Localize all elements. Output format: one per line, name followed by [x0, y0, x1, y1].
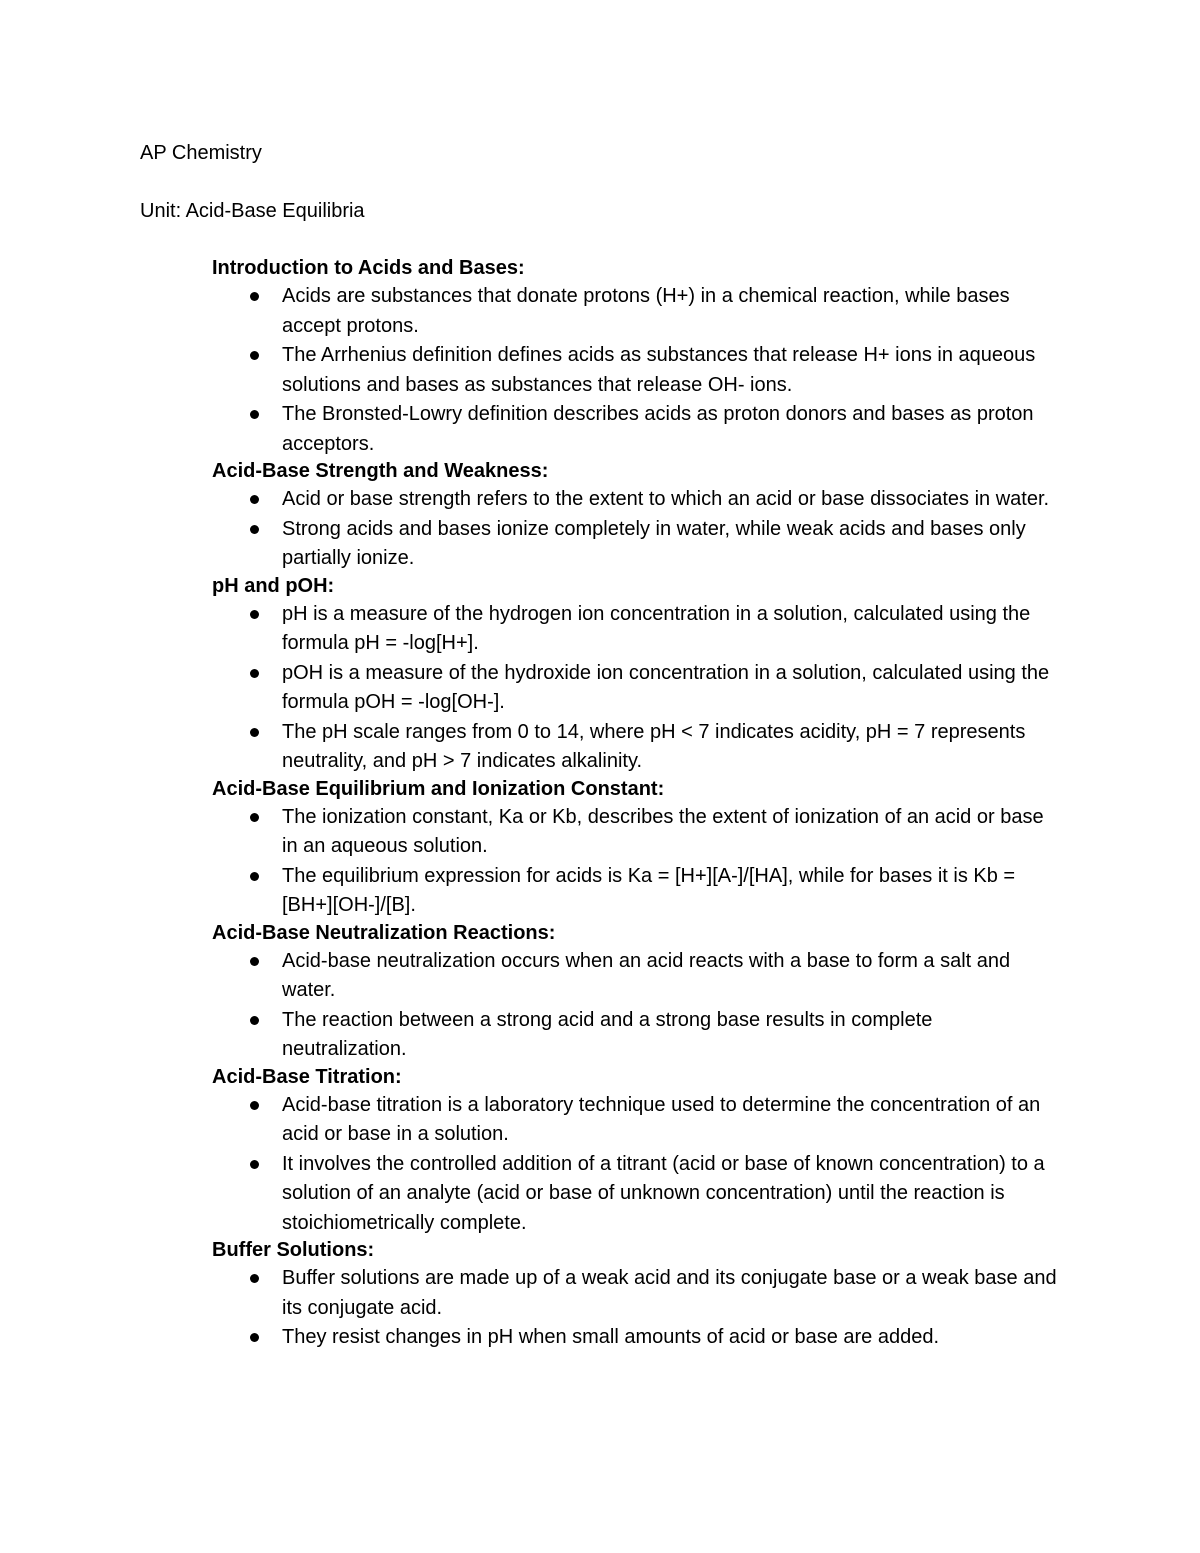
list-item [0, 485, 1072, 515]
section [212, 459, 1072, 574]
list-item [0, 515, 1072, 574]
bullet-icon [250, 1274, 259, 1283]
bullet-list [212, 485, 1072, 574]
section [212, 921, 1072, 1065]
list-item [0, 1264, 1072, 1323]
section-heading: pH and pOH: [212, 574, 335, 597]
list-item [0, 718, 1072, 777]
bullet-list [212, 282, 1072, 459]
list-item [0, 803, 1072, 862]
bullet-text: The ionization constant, Ka or Kb, describes the extent of ionization of an acid or base in an aqueous solution. [282, 805, 1044, 857]
section [212, 777, 1072, 921]
bullet-icon [250, 1333, 259, 1342]
list-item [0, 1091, 1072, 1150]
section-heading: Introduction to Acids and Bases: [212, 257, 525, 279]
bullet-icon [250, 292, 259, 301]
bullet-icon [250, 610, 259, 619]
bullet-text: pH is a measure of the hydrogen ion concentration in a solution, calculated using the formula pH = -log[H+]. [282, 602, 1031, 654]
bullet-text: Buffer solutions are made up of a weak acid and its conjugate base or a weak base and its conjugate acid. [282, 1267, 1057, 1319]
list-item [0, 1323, 1072, 1353]
bullet-icon [250, 728, 259, 737]
list-item [0, 862, 1072, 921]
notes-content [212, 256, 1072, 1353]
bullet-text: pOH is a measure of the hydroxide ion concentration in a solution, calculated using the formula pOH = -log[OH-]. [282, 661, 1050, 713]
bullet-icon [250, 813, 259, 822]
bullet-icon [250, 1016, 259, 1025]
list-item [0, 282, 1072, 341]
unit-title: Unit: Acid-Base Equilibria [140, 200, 365, 222]
bullet-icon [250, 351, 259, 360]
bullet-icon [250, 1160, 259, 1169]
bullet-list [212, 1264, 1072, 1353]
list-item [0, 341, 1072, 400]
bullet-list [212, 1091, 1072, 1239]
bullet-text: Acid or base strength refers to the extent to which an acid or base dissociates in water. [282, 488, 1050, 510]
list-item [0, 1150, 1072, 1239]
bullet-text: The pH scale ranges from 0 to 14, where pH < 7 indicates acidity, pH = 7 represents neutrality, and pH > 7 indicates alkalinity. [282, 720, 1026, 772]
section-heading: Acid-Base Strength and Weakness: [212, 460, 549, 482]
section-heading: Buffer Solutions: [212, 1239, 375, 1261]
bullet-list [212, 947, 1072, 1065]
bullet-text: Acids are substances that donate protons (H+) in a chemical reaction, while bases accept protons. [282, 285, 1010, 337]
section-heading: Acid-Base Neutralization Reactions: [212, 921, 556, 944]
bullet-list [212, 803, 1072, 921]
bullet-text: Strong acids and bases ionize completely in water, while weak acids and bases only partially ionize. [282, 517, 1026, 569]
bullet-icon [250, 495, 259, 504]
list-item [0, 947, 1072, 1006]
bullet-text: The equilibrium expression for acids is Ka = [H+][A-]/[HA], while for bases it is Kb = [BH+][OH-]/[B]. [282, 864, 1016, 916]
bullet-icon [250, 525, 259, 534]
section [212, 256, 1072, 459]
bullet-icon [250, 410, 259, 419]
bullet-icon [250, 872, 259, 881]
bullet-icon [250, 957, 259, 966]
list-item [0, 400, 1072, 459]
bullet-list [212, 600, 1072, 777]
list-item [0, 1006, 1072, 1065]
course-title: AP Chemistry [140, 142, 262, 164]
bullet-text: The Arrhenius definition defines acids as substances that release H+ ions in aqueous solutions and bases as substances that release OH- ions. [282, 344, 1036, 396]
section [212, 1065, 1072, 1239]
list-item [0, 659, 1072, 718]
section [212, 574, 1072, 777]
bullet-text: Acid-base neutralization occurs when an acid reacts with a base to form a salt and water. [282, 949, 1011, 1001]
bullet-icon [250, 669, 259, 678]
section-heading: Acid-Base Equilibrium and Ionization Constant: [212, 777, 665, 800]
bullet-text: Acid-base titration is a laboratory technique used to determine the concentration of an acid or base in a solution. [282, 1093, 1041, 1145]
list-item [0, 600, 1072, 659]
bullet-icon [250, 1101, 259, 1110]
section-heading: Acid-Base Titration: [212, 1065, 402, 1088]
bullet-text: It involves the controlled addition of a titrant (acid or base of known concentration) to a solution of an analyte (acid or base of unknown concentration) until the reaction is stoichiometrically complete. [282, 1152, 1045, 1234]
bullet-text: They resist changes in pH when small amounts of acid or base are added. [282, 1326, 940, 1348]
bullet-text: The reaction between a strong acid and a strong base results in complete neutralization. [282, 1008, 933, 1060]
bullet-text: The Bronsted-Lowry definition describes acids as proton donors and bases as proton acceptors. [282, 403, 1034, 455]
section [212, 1238, 1072, 1353]
